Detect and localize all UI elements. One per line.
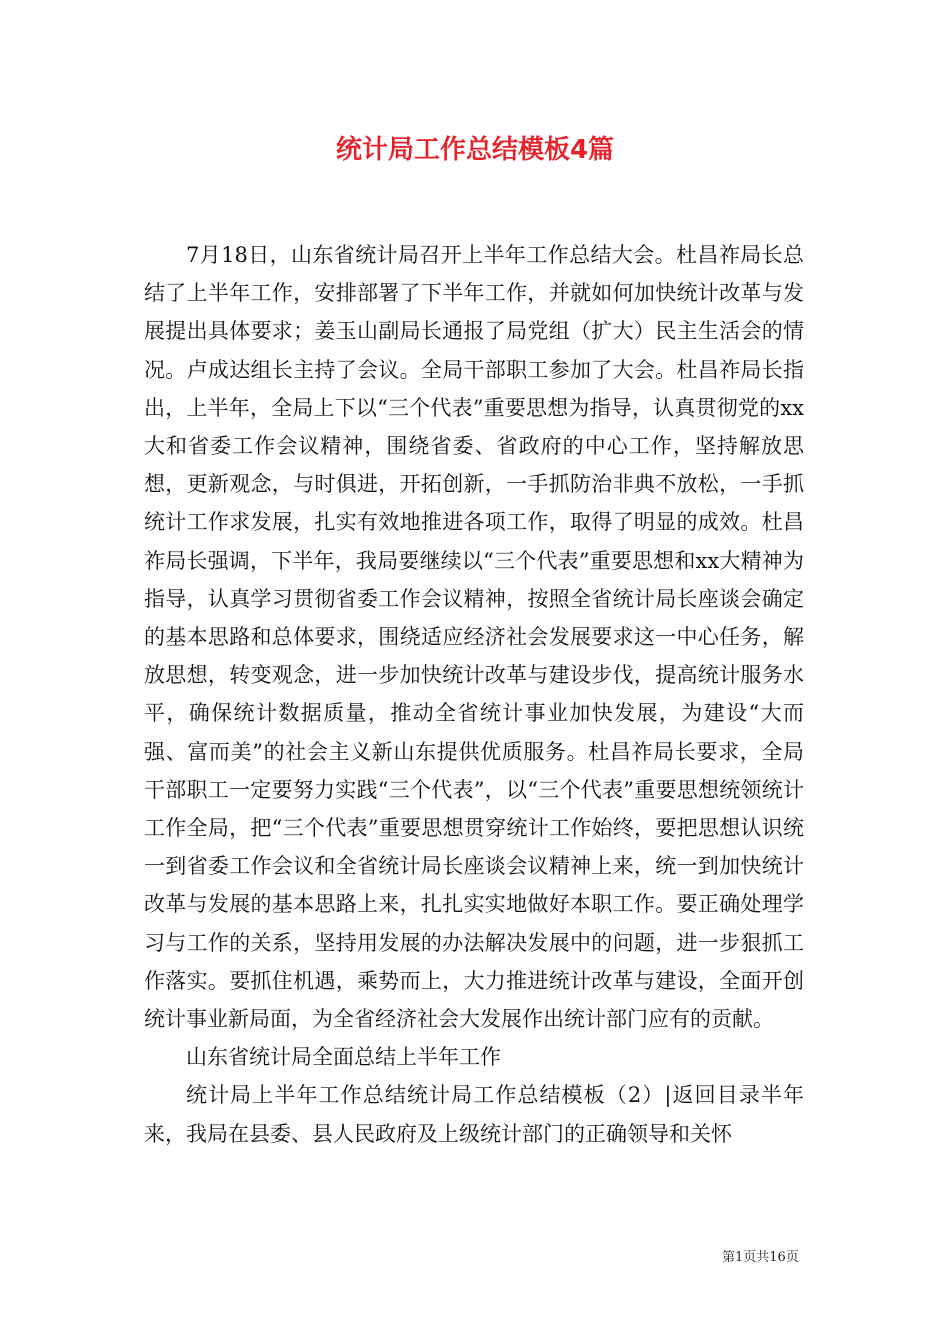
paragraph-1: 7月18日，山东省统计局召开上半年工作总结大会。杜昌祚局长总结了上半年工作，安排部署了下半年工作，并就如何加快统计改革与发展提出具体要求；姜玉山副局长通报了局党组（扩大）民主生活会的情况。卢成达组长主持了会议。全局干部职工参加了大会。杜昌祚局长指出，上半年，全局上下以“三个代表”重要思想为指导，认真贯彻党的xx大和省委工作会议精神，围绕省委、省政府的中心工作，坚持解放思想，更新观念，与时俱进，开拓创新，一手抓防治非典不放松，一手抓统计工作求发展，扎实有效地推进各项工作，取得了明显的成效。杜昌祚局长强调，下半年，我局要继续以“三个代表”重要思想和xx大精神为指导，认真学习贯彻省委工作会议精神，按照全省统计局长座谈会确定的基本思路和总体要求，围绕适应经济社会发展要求这一中心任务，解放思想，转变观念，进一步加快统计改革与建设步伐，提高统计服务水平，确保统计数据质量，推动全省统计事业加快发展，为建设“大而强、富而美”的社会主义新山东提供优质服务。杜昌祚局长要求，全局干部职工一定要努力实践“三个代表”，以“三个代表”重要思想统领统计工作全局，把“三个代表”重要思想贯穿统计工作始终，要把思想认识统一到省委工作会议和全省统计局长座谈会议精神上来，统一到加快统计改革与发展的基本思路上来，扎扎实实地做好本职工作。要正确处理学习与工作的关系，坚持用发展的办法解决发展中的问题，进一步狠抓工作落实。要抓住机遇，乘势而上，大力推进统计改革与建设，全面开创统计事业新局面，为全省经济社会大发展作出统计部门应有的贡献。	[144, 243, 804, 1032]
paragraph-2: 山东省统计局全面总结上半年工作	[186, 1045, 501, 1070]
page-number-footer: 第1页共16页	[722, 1250, 799, 1265]
document-body	[144, 236, 804, 1153]
document-title: 统计局工作总结模板4篇	[335, 135, 615, 165]
paragraph-3: 统计局上半年工作总结统计局工作总结模板（2）|返回目录半年来，我局在县委、县人民政府及上级统计部门的正确领导和关怀	[144, 1083, 804, 1146]
